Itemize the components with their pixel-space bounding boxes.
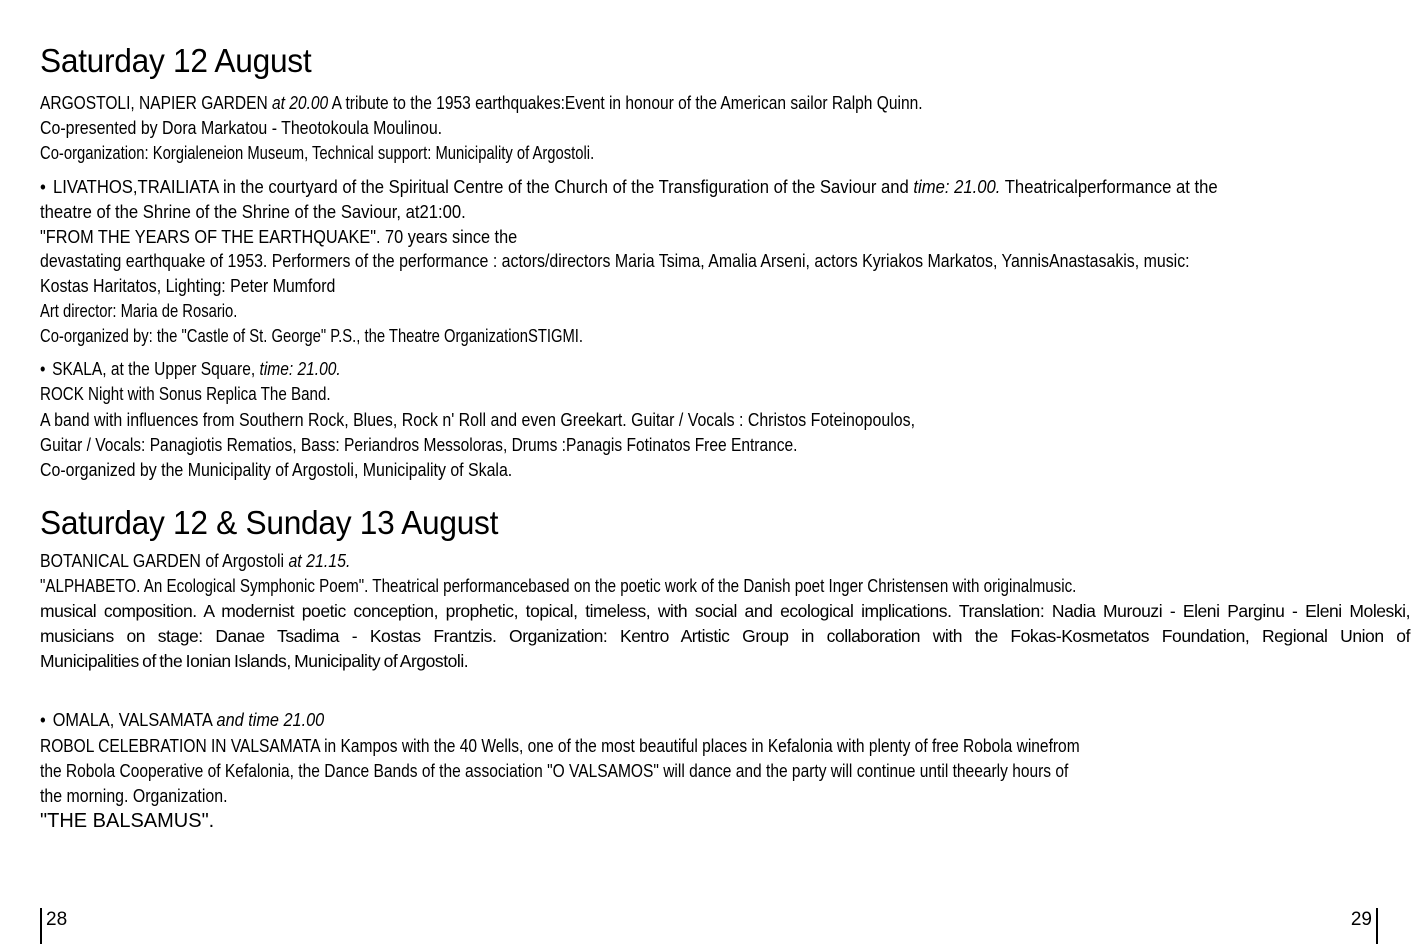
event-omala-line3: the Robola Cooperative of Kefalonia, the Dance Bands of the association "O VALSAMOS" will dance and the party will continue until theearly hours of (40, 760, 1069, 781)
event-time: time: 21.00. (913, 176, 1001, 197)
event-livathos-line4: devastating earthquake of 1953. Performers of the performance : actors/directors Maria Tsima, Amalia Arseni, actors Kyriakos Markatos, YannisAnastasakis, music: (40, 250, 1190, 271)
event-location: BOTANICAL GARDEN of Argostoli (40, 550, 285, 571)
event-skala-line1 (40, 357, 341, 381)
event-livathos-line1 (40, 175, 1218, 199)
event-location: OMALA, VALSAMATA (52, 709, 212, 730)
event-argostoli-line3: Co-organization: Korgialeneion Museum, Technical support: Municipality of Argostoli. (40, 142, 595, 163)
event-location: ARGOSTOLI, NAPIER GARDEN (40, 92, 268, 113)
event-location: LIVATHOS,TRAILIATA in the courtyard of the Spiritual Centre of the Church of the Transfiguration of the Saviour and (53, 176, 909, 197)
event-livathos-line5: Kostas Haritatos, Lighting: Peter Mumford (40, 275, 336, 296)
event-skala-line3: A band with influences from Southern Rock, Blues, Rock n' Roll and even Greekart. Guitar / Vocals : Christos Foteinopoulos, (40, 409, 915, 430)
event-time: at 20.00 (272, 92, 329, 113)
section-heading-saturday-12: Saturday 12 August (40, 42, 312, 79)
event-skala-line2: ROCK Night with Sonus Replica The Band. (40, 383, 331, 404)
event-argostoli-line1 (40, 91, 923, 115)
event-livathos-line2: theatre of the Shrine of the Shrine of the Saviour, at21:00. (40, 201, 466, 222)
event-time: and time 21.00 (216, 709, 325, 730)
event-description: A tribute to the 1953 earthquakes:Event in honour of the American sailor Ralph Quinn. (331, 92, 923, 113)
event-livathos-line3: "FROM THE YEARS OF THE EARTHQUAKE". 70 years since the (40, 226, 518, 247)
event-botanical-paragraph (40, 599, 1410, 674)
event-omala-line1 (40, 708, 324, 732)
event-description: Theatricalperformance at the (1004, 176, 1218, 197)
section-heading-saturday-sunday: Saturday 12 & Sunday 13 August (40, 504, 499, 541)
bullet-icon: • (40, 176, 46, 197)
event-botanical-line1 (40, 549, 350, 573)
paragraph-line: musicians on stage: Danae Tsadima - Kostas Frantzis. Organization: Kentro Artistic Group in collaboration with the Fokas-Kosmetatos Foundation, Regional Union of (40, 626, 1410, 646)
event-time: time: 21.00. (259, 358, 341, 379)
event-botanical-line2: "ALPHABETO. An Ecological Symphonic Poem". Theatrical performancebased on the poetic work of the Danish poet Inger Christensen with originalmusic. (40, 575, 1077, 596)
bullet-icon: • (40, 709, 46, 730)
paragraph-line: musical composition. A modernist poetic conception, prophetic, topical, timeless, with social and ecological implications. Translation: Nadia Murouzi - Eleni Parginu - Eleni Moleski, (40, 601, 1410, 621)
event-omala-line5: "THE BALSAMUS". (40, 810, 215, 832)
event-omala-line2: ROBOL CELEBRATION IN VALSAMATA in Kampos with the 40 Wells, one of the most beautiful places in Kefalonia with plenty of free Robola winefrom (40, 735, 1080, 756)
page-number-right: 29 (1351, 908, 1378, 944)
event-skala-line5: Co-organized by the Municipality of Argostoli, Municipality of Skala. (40, 459, 513, 480)
event-argostoli-line2: Co-presented by Dora Markatou - Theotokoula Moulinou. (40, 117, 443, 138)
event-livathos-line6: Art director: Maria de Rosario. (40, 300, 238, 321)
event-skala-line4: Guitar / Vocals: Panagiotis Rematios, Bass: Periandros Messoloras, Drums :Panagis Fotinatos Free Entrance. (40, 434, 798, 455)
page-number-left: 28 (40, 908, 67, 944)
bullet-icon: • (40, 358, 46, 379)
paragraph-line: Municipalities of the Ionian Islands, Municipality of Argostoli. (40, 651, 469, 671)
event-location: SKALA, at the Upper Square, (52, 358, 256, 379)
event-livathos-line7: Co-organized by: the "Castle of St. George" P.S., the Theatre OrganizationSTIGMI. (40, 325, 584, 346)
event-omala-line4: the morning. Organization. (40, 785, 228, 806)
event-time: at 21.15. (288, 550, 351, 571)
